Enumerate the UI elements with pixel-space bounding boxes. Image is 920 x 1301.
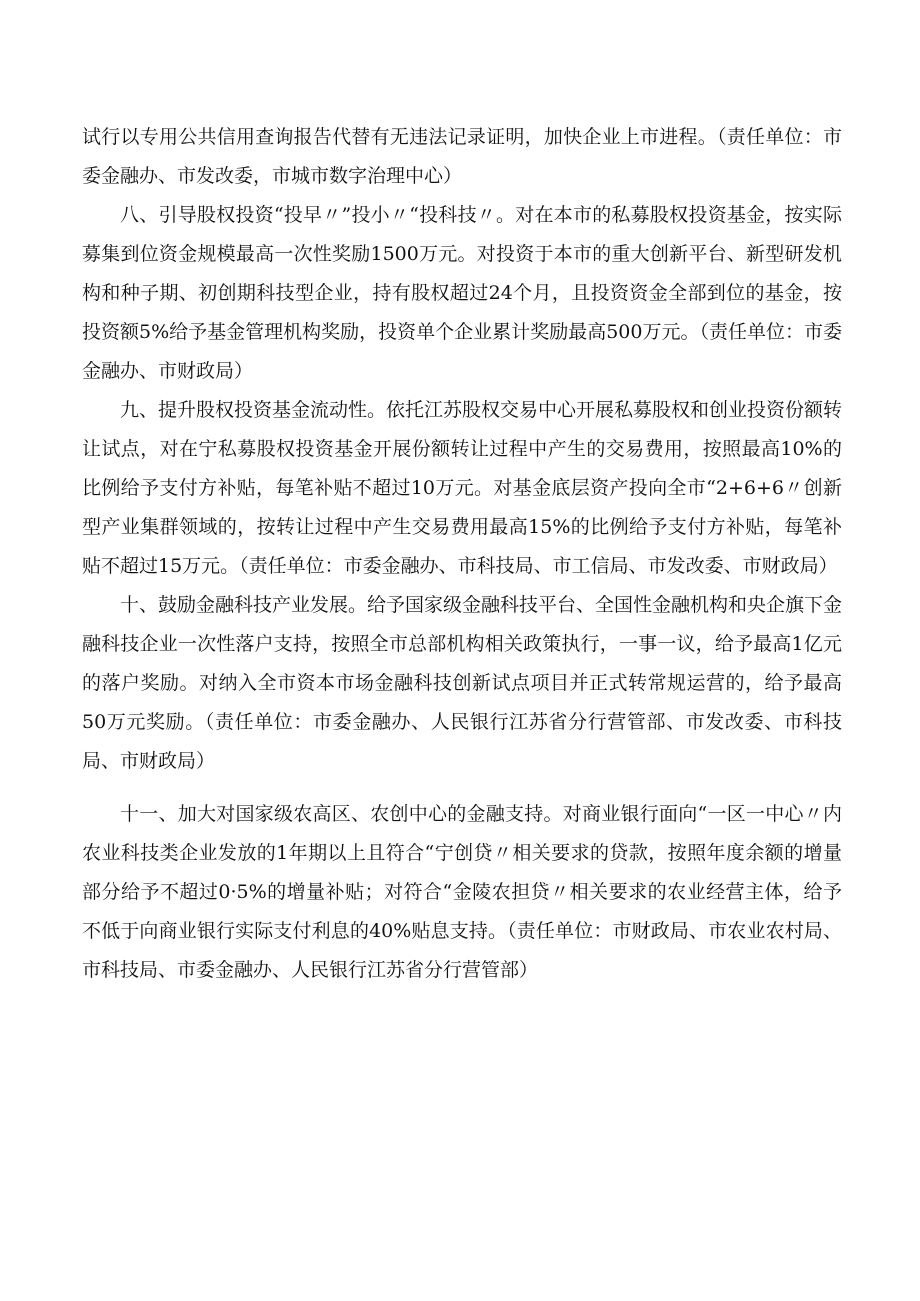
paragraph-section-10: 十、鼓励金融科技产业发展。给予国家级金融科技平台、全国性金融机构和央企旗下金融科技企业一次性落户支持，按照全市总部机构相关政策执行，一事一议，给予最高1亿元的落户奖励。对纳入全市资本市场金融科技创新试点项目并正式转常规运营的，给予最高50万元奖励。（责任单位：市委金融办、人民银行江苏省分行营管部、市发改委、市科技局、市财政局） xyxy=(82,594,843,772)
paragraph-section-9: 九、提升股权投资基金流动性。依托江苏股权交易中心开展私募股权和创业投资份额转让试点，对在宁私募股权投资基金开展份额转让过程中产生的交易费用，按照最高10%的比例给予支付方补贴，每笔补贴不超过10万元。对基金底层资产投向全市“2+6+6〃创新型产业集群领域的，按转让过程中产生交易费用最高15%的比例给予支付方补贴，每笔补贴不超过15万元。（责任单位：市委金融办、市科技局、市工信局、市发改委、市财政局） xyxy=(82,399,843,577)
paragraph-section-8: 八、引导股权投资“投早〃”投小〃“投科技〃。对在本市的私募股权投资基金，按实际募集到位资金规模最高一次性奖励1500万元。对投资于本市的重大创新平台、新型研发机构和种子期、初创期科技型企业，持有股权超过24个月，且投资资金全部到位的基金，按投资额5%给予基金管理机构奖励，投资单个企业累计奖励最高500万元。（责任单位：市委金融办、市财政局） xyxy=(82,204,842,382)
paragraph-section-11: 十一、加大对国家级农高区、农创中心的金融支持。对商业银行面向“一区一中心〃内农业科技类企业发放的1年期以上且符合“宁创贷〃相关要求的贷款，按照年度余额的增量部分给予不超过0·5%的增量补贴；对符合“金陵农担贷〃相关要求的农业经营主体，给予不低于向商业银行实际支付利息的40%贴息支持。（责任单位：市财政局、市农业农村局、市科技局、市委金融办、人民银行江苏省分行营管部） xyxy=(82,803,842,981)
document-page xyxy=(82,118,842,990)
paragraph-continued: 试行以专用公共信用查询报告代替有无违法记录证明，加快企业上市进程。（责任单位：市委金融办、市发改委，市城市数字治理中心） xyxy=(82,126,842,187)
